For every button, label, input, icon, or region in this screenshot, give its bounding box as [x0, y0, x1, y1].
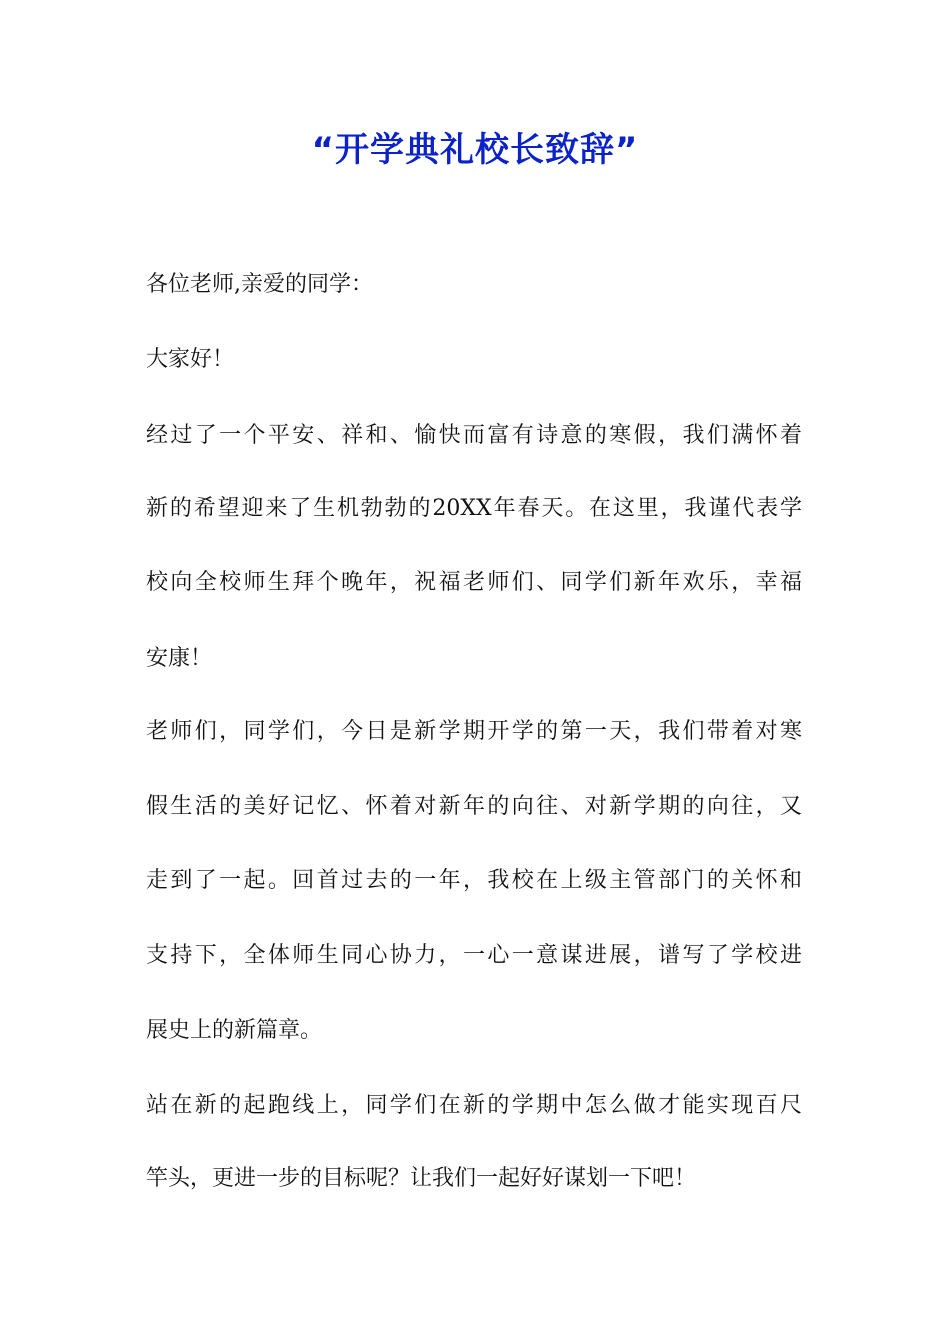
greeting-line: 大家好！: [146, 347, 235, 372]
paragraph-line: 支持下，全体师生同心协力，一心一意谋进展，谱写了学校进: [146, 943, 802, 968]
paragraph-line: 站在新的起跑线上，同学们在新的学期中怎么做才能实现百尺: [146, 1093, 802, 1118]
paragraph-line: 竿头，更进一步的目标呢？让我们一起好好谋划一下吧！: [146, 1166, 697, 1191]
paragraph-line: 安康！: [146, 646, 213, 671]
paragraph-line: 经过了一个平安、祥和、愉快而富有诗意的寒假，我们满怀着: [146, 423, 802, 448]
paragraph-line: 走到了一起。回首过去的一年，我校在上级主管部门的关怀和: [146, 868, 802, 893]
paragraph-line: 假生活的美好记忆、怀着对新年的向往、对新学期的向往，又: [146, 794, 802, 819]
paragraph-line: 新的希望迎来了生机勃勃的20XX年春天。在这里，我谨代表学: [146, 496, 802, 521]
paragraph-line: 校向全校师生拜个晚年，祝福老师们、同学们新年欢乐，幸福: [146, 570, 802, 595]
salutation-line: 各位老师,亲爱的同学：: [146, 272, 373, 297]
paragraph-line: 老师们，同学们，今日是新学期开学的第一天，我们带着对寒: [146, 719, 802, 744]
document-title: “开学典礼校长致辞”: [311, 130, 639, 170]
paragraph-line: 展史上的新篇章。: [146, 1018, 323, 1043]
